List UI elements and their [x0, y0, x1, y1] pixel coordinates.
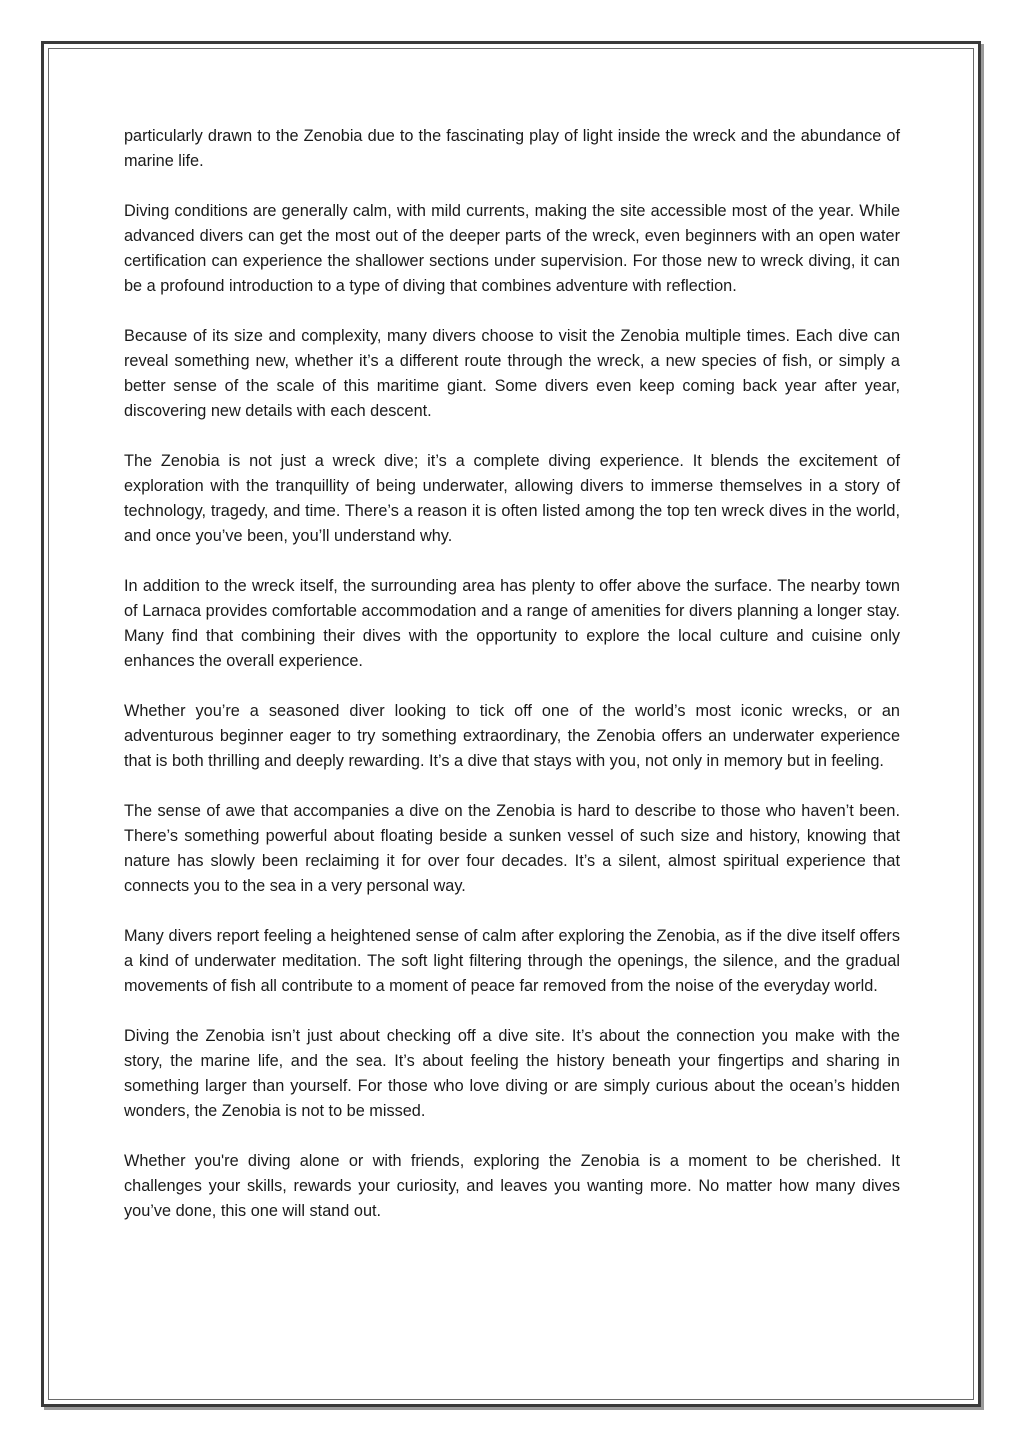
- paragraph-3: Because of its size and complexity, many divers choose to visit the Zenobia multiple times. Each dive can reveal something new, whether it’s a different route through the wreck, a new species of fish, or simply a better sense of the scale of this maritime giant. Some divers even keep coming back year after year, discovering new details with each descent.: [124, 327, 900, 420]
- document-body: [124, 124, 900, 1224]
- paragraph-1: particularly drawn to the Zenobia due to the fascinating play of light inside the wreck and the abundance of marine life.: [124, 127, 900, 170]
- paragraph-9: Diving the Zenobia isn’t just about checking off a dive site. It’s about the connection you make with the story, the marine life, and the sea. It’s about feeling the history beneath your fingertips and sharing in something larger than yourself. For those who love diving or are simply curious about the ocean’s hidden wonders, the Zenobia is not to be missed.: [124, 1027, 900, 1120]
- paragraph-8: Many divers report feeling a heightened sense of calm after exploring the Zenobia, as if the dive itself offers a kind of underwater meditation. The soft light filtering through the openings, the silence, and the gradual movements of fish all contribute to a moment of peace far removed from the noise of the everyday world.: [124, 927, 900, 995]
- paragraph-2: Diving conditions are generally calm, with mild currents, making the site accessible most of the year. While advanced divers can get the most out of the deeper parts of the wreck, even beginners with an open water certification can experience the shallower sections under supervision. For those new to wreck diving, it can be a profound introduction to a type of diving that combines adventure with reflection.: [124, 202, 900, 295]
- paragraph-5: In addition to the wreck itself, the surrounding area has plenty to offer above the surface. The nearby town of Larnaca provides comfortable accommodation and a range of amenities for divers planning a longer stay. Many find that combining their dives with the opportunity to explore the local culture and cuisine only enhances the overall experience.: [124, 577, 900, 670]
- paragraph-10: Whether you're diving alone or with friends, exploring the Zenobia is a moment to be cherished. It challenges your skills, rewards your curiosity, and leaves you wanting more. No matter how many dives you’ve done, this one will stand out.: [124, 1152, 900, 1220]
- paragraph-7: The sense of awe that accompanies a dive on the Zenobia is hard to describe to those who haven’t been. There’s something powerful about floating beside a sunken vessel of such size and history, knowing that nature has slowly been reclaiming it for over four decades. It’s a silent, almost spiritual experience that connects you to the sea in a very personal way.: [124, 802, 900, 895]
- paragraph-4: The Zenobia is not just a wreck dive; it’s a complete diving experience. It blends the excitement of exploration with the tranquillity of being underwater, allowing divers to immerse themselves in a story of technology, tragedy, and time. There’s a reason it is often listed among the top ten wreck dives in the world, and once you’ve been, you’ll understand why.: [124, 452, 900, 545]
- paragraph-6: Whether you’re a seasoned diver looking to tick off one of the world’s most iconic wrecks, or an adventurous beginner eager to try something extraordinary, the Zenobia offers an underwater experience that is both thrilling and deeply rewarding. It’s a dive that stays with you, not only in memory but in feeling.: [124, 702, 900, 770]
